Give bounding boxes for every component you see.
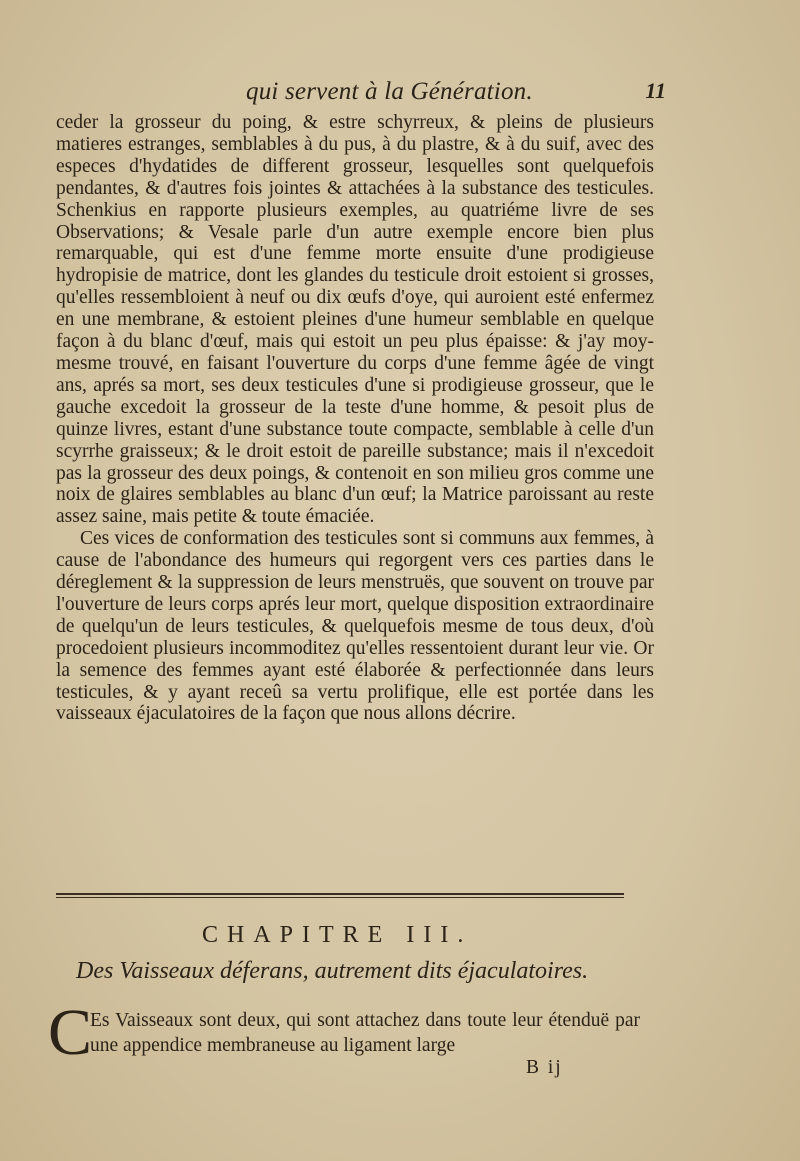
running-title: qui servent à la Génération. xyxy=(246,78,533,105)
paragraph: Es Vaisseaux sont deux, qui sont attachez dans toute leur étenduë par une appendice membraneuse au ligament large xyxy=(90,1010,640,1056)
chapter-heading: CHAPITRE III. xyxy=(202,922,473,948)
paragraph: Ces vices de conformation des testicules sont si communs aux femmes, à cause de l'abondance des humeurs qui regorgent vers ces parties dans le déreglement & la suppression de leurs menstruës, que souvent on trouve par l'ouverture de leurs corps aprés leur mort, quelque disposition extraordinaire de quelqu'un de leurs testicules, & quelquefois mesme de tous deux, d'où procedoient plusieurs incommoditez qu'elles ressentoient durant leur vie. Or la semence des femmes ayant esté élaborée & perfectionnée dans leurs testicules, & y ayant receû sa vertu prolifique, elle est portée dans les vaisseaux éjaculatoires de la façon que nous allons décrire. xyxy=(56,528,654,725)
body-text xyxy=(56,112,654,725)
chapter-text xyxy=(90,1008,640,1058)
signature-mark: B ij xyxy=(526,1057,563,1078)
page-header xyxy=(56,78,666,110)
drop-cap: C xyxy=(48,996,93,1069)
paragraph: ceder la grosseur du poing, & estre schyrreux, & pleins de plusieurs matieres estranges, semblables à du pus, à du plastre, & à du suif, avec des especes d'hydatides de different grosseur, lesquelles sont quelquefois pendantes, & d'autres fois jointes & attachées à la substance des testicules. Schenkius en rapporte plusieurs exemples, au quatriéme livre de ses Observations; & Vesale parle d'un autre exemple encore bien plus remarquable, qui est d'une femme morte ensuite d'une prodigieuse hydropisie de matrice, dont les glandes du testicule droit estoient si grosses, qu'elles ressembloient à neuf ou dix œufs d'oye, qui auroient esté enfermez en une membrane, & estoient pleines d'une humeur semblable en quelque façon à du blanc d'œuf, mais qui estoit un peu plus épaisse: & j'ay moy-mesme trouvé, en faisant l'ouverture du corps d'une femme âgée de vingt ans, aprés sa mort, ses deux testicules d'une si prodigieuse grosseur, que le gauche excedoit la grosseur de la teste d'une homme, & pesoit plus de quinze livres, estant d'une substance toute compacte, semblable à celle d'un scyrrhe graisseux; & le droit estoit de pareille substance; mais il n'excedoit pas la grosseur des deux poings, & contenoit en son milieu gros comme une noix de glaires semblables au blanc d'un œuf; la Matrice paroissant au reste assez saine, mais petite & toute émaciée. xyxy=(56,112,654,528)
page-number: 11 xyxy=(645,78,666,103)
chapter-subtitle: Des Vaisseaux déferans, autrement dits éjaculatoires. xyxy=(76,958,589,984)
section-divider xyxy=(56,893,624,898)
